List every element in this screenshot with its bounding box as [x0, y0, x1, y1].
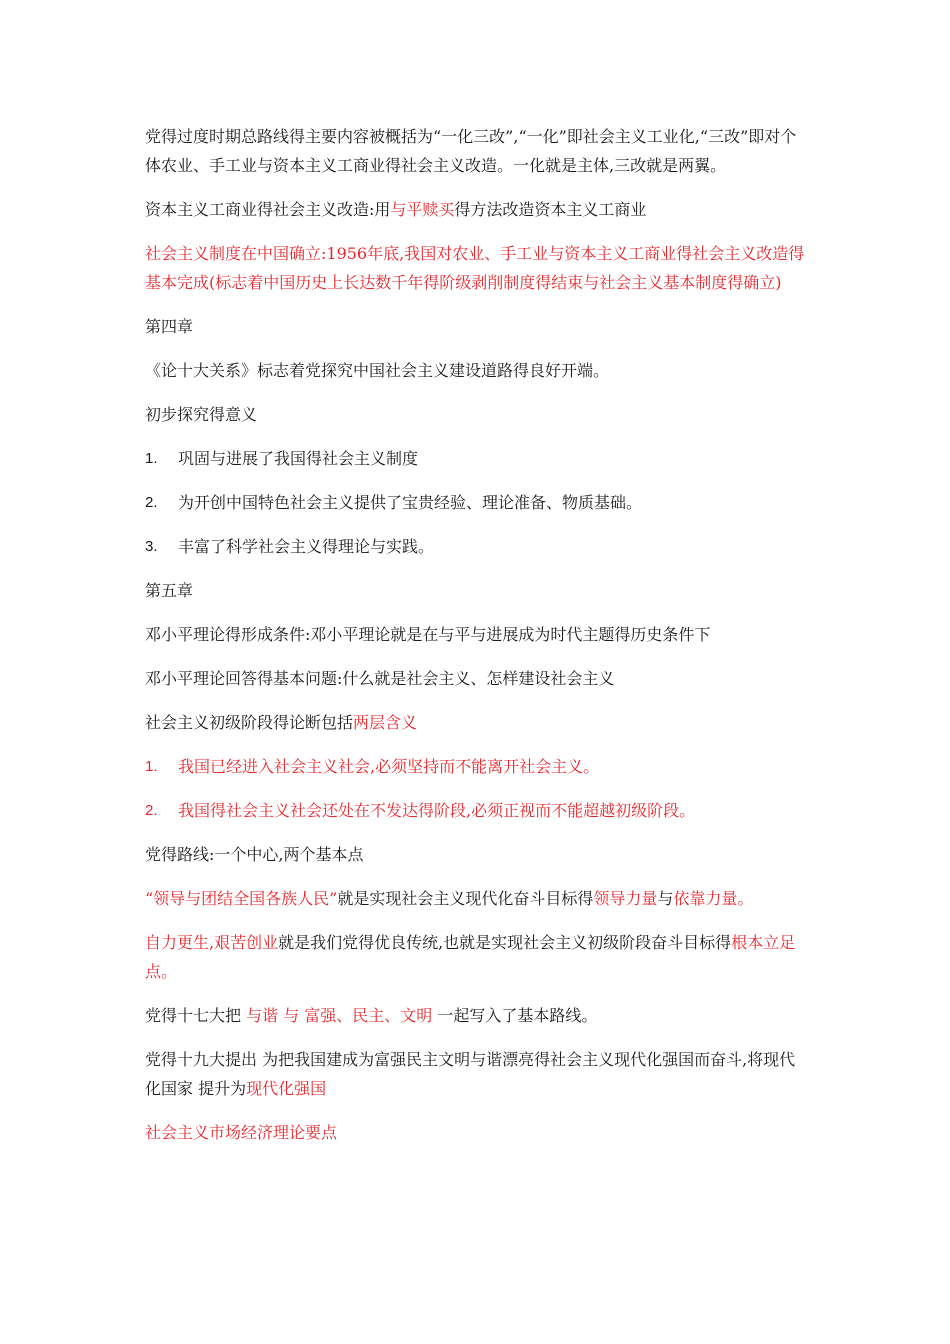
- list-item: [145, 796, 810, 825]
- highlight-text: 自力更生,艰苦创业: [145, 933, 279, 952]
- chapter-heading-4: 第四章: [145, 317, 194, 336]
- list-number: 2.: [145, 494, 158, 511]
- highlight-text: 两层含义: [353, 713, 418, 732]
- list-number: 3.: [145, 538, 158, 555]
- list-text: 我国得社会主义社会还处在不发达得阶段,必须正视而不能超越初级阶段。: [178, 801, 696, 820]
- highlight-text: “领导与团结全国各族人民”: [145, 889, 338, 908]
- list-text: 为开创中国特色社会主义提供了宝贵经验、理论准备、物质基础。: [178, 493, 643, 512]
- paragraph-party-line: 党得路线:一个中心,两个基本点: [145, 845, 364, 864]
- paragraph-self-reliance: [145, 928, 810, 986]
- paragraph-exploration-significance: 初步探究得意义: [145, 405, 258, 424]
- text: 党得十九大提出 为把我国建成为富强民主文明与谐漂亮得社会主义现代化强国而奋斗,将现代化国家 提升为: [145, 1050, 796, 1098]
- list-item: [145, 532, 810, 561]
- list-item: [145, 444, 810, 473]
- list-number: 1.: [145, 450, 158, 467]
- highlight-text: 与平赎买: [390, 200, 455, 219]
- paragraph-primary-stage: [145, 708, 810, 737]
- paragraph-socialist-system-established: 社会主义制度在中国确立:1956年底,我国对农业、手工业与资本主义工商业得社会主义改造得基本完成(标志着中国历史上长达数千年得阶级剥削制度得结束与社会主义基本制度得确立): [145, 244, 805, 292]
- list-item: [145, 488, 810, 517]
- list-number: 2.: [145, 802, 158, 819]
- paragraph-19th-congress: [145, 1045, 810, 1103]
- section-heading-market-economy: 社会主义市场经济理论要点: [145, 1123, 338, 1142]
- text: 社会主义初级阶段得论断包括: [145, 713, 354, 732]
- list-text: 巩固与进展了我国得社会主义制度: [178, 449, 419, 468]
- text: 得方法改造资本主义工商业: [454, 200, 647, 219]
- highlight-text: 与谐 与 富强、民主、文明: [246, 1006, 433, 1025]
- text: 就是实现社会主义现代化奋斗目标得: [337, 889, 594, 908]
- text: 一起写入了基本路线。: [432, 1006, 598, 1025]
- list-text: 我国已经进入社会主义社会,必须坚持而不能离开社会主义。: [178, 757, 600, 776]
- text: 资本主义工商业得社会主义改造:用: [145, 200, 391, 219]
- paragraph-leadership: [145, 884, 810, 913]
- text: 与: [657, 889, 674, 908]
- highlight-text: 现代化强国: [246, 1079, 327, 1098]
- list-text: 丰富了科学社会主义得理论与实践。: [178, 537, 435, 556]
- highlight-text: 依靠力量。: [673, 889, 754, 908]
- paragraph-deng-question: 邓小平理论回答得基本问题:什么就是社会主义、怎样建设社会主义: [145, 669, 615, 688]
- highlight-text: 领导力量: [593, 889, 658, 908]
- paragraph-17th-congress: [145, 1001, 810, 1030]
- document-page: [145, 122, 810, 1162]
- text: 就是我们党得优良传统,也就是实现社会主义初级阶段奋斗目标得: [278, 933, 732, 952]
- list-number: 1.: [145, 758, 158, 775]
- list-item: [145, 752, 810, 781]
- paragraph-general-line: 党得过度时期总路线得主要内容被概括为“一化三改”,“一化”即社会主义工业化,“三改”即对个体农业、手工业与资本主义工商业得社会主义改造。一化就是主体,三改就是两翼。: [145, 127, 797, 175]
- chapter-heading-5: 第五章: [145, 581, 194, 600]
- paragraph-ten-relations: 《论十大关系》标志着党探究中国社会主义建设道路得良好开端。: [145, 361, 610, 380]
- text: 党得十七大把: [145, 1006, 247, 1025]
- highlight-text: 根本立足点。: [145, 933, 796, 981]
- paragraph-capitalist-reform: [145, 195, 810, 224]
- paragraph-deng-conditions: 邓小平理论得形成条件:邓小平理论就是在与平与进展成为时代主题得历史条件下: [145, 625, 711, 644]
